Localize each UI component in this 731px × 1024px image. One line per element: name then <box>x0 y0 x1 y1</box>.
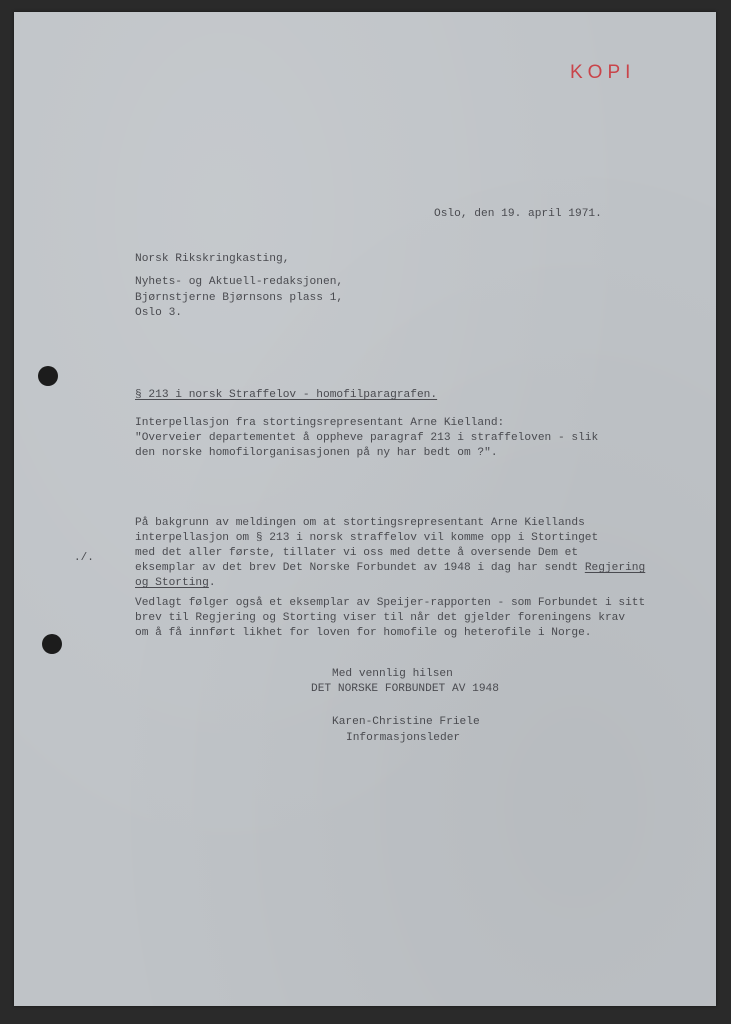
body-line: På bakgrunn av meldingen om at stortingsrepresentant Arne Kiellands <box>135 517 585 529</box>
kopi-stamp: KOPI <box>570 62 636 83</box>
recipient-line: Norsk Rikskringkasting, <box>135 253 290 265</box>
body-line <box>135 560 645 576</box>
enclosure-margin-mark: ./. <box>74 552 94 564</box>
date-line: Oslo, den 19. april 1971. <box>434 208 602 220</box>
body-line: interpellasjon om § 213 i norsk straffelov vil komme opp i Stortinget <box>135 532 599 544</box>
body-line: Vedlagt følger også et eksemplar av Speijer-rapporten - som Forbundet i sitt <box>135 597 646 609</box>
signer-name: Karen-Christine Friele <box>332 716 480 728</box>
body-line: med det aller første, tillater vi oss med dette å oversende Dem et <box>135 547 579 559</box>
punch-hole-top <box>38 366 58 386</box>
body-line-text: eksemplar av det brev Det Norske Forbundet av 1948 i dag har sendt <box>135 562 585 574</box>
underlined-word: Regjering <box>584 562 646 574</box>
recipient-line: Bjørnstjerne Bjørnsons plass 1, <box>135 292 344 304</box>
subject-heading: § 213 i norsk Straffelov - homofilparagrafen. <box>135 389 438 401</box>
closing-organization: DET NORSKE FORBUNDET AV 1948 <box>311 683 499 695</box>
body-line: om å få innført likhet for loven for homofile og heterofile i Norge. <box>135 627 592 639</box>
interpellation-line: "Overveier departementet å oppheve paragraf 213 i straffeloven - slik <box>135 432 599 444</box>
recipient-line: Nyhets- og Aktuell-redaksjonen, <box>135 276 344 288</box>
body-line <box>135 575 216 591</box>
sentence-end: . <box>208 577 216 589</box>
punch-hole-bottom <box>42 634 62 654</box>
letter-page <box>14 12 716 1006</box>
interpellation-line: Interpellasjon fra stortingsrepresentant Arne Kielland: <box>135 417 505 429</box>
body-line: brev til Regjering og Storting viser til når det gjelder foreningens krav <box>135 612 626 624</box>
interpellation-line: den norske homofilorganisasjonen på ny har bedt om ?". <box>135 447 498 459</box>
underlined-phrase: og Storting <box>135 577 209 589</box>
closing-greeting: Med vennlig hilsen <box>332 668 453 680</box>
recipient-line: Oslo 3. <box>135 307 182 319</box>
signer-title: Informasjonsleder <box>346 732 461 744</box>
